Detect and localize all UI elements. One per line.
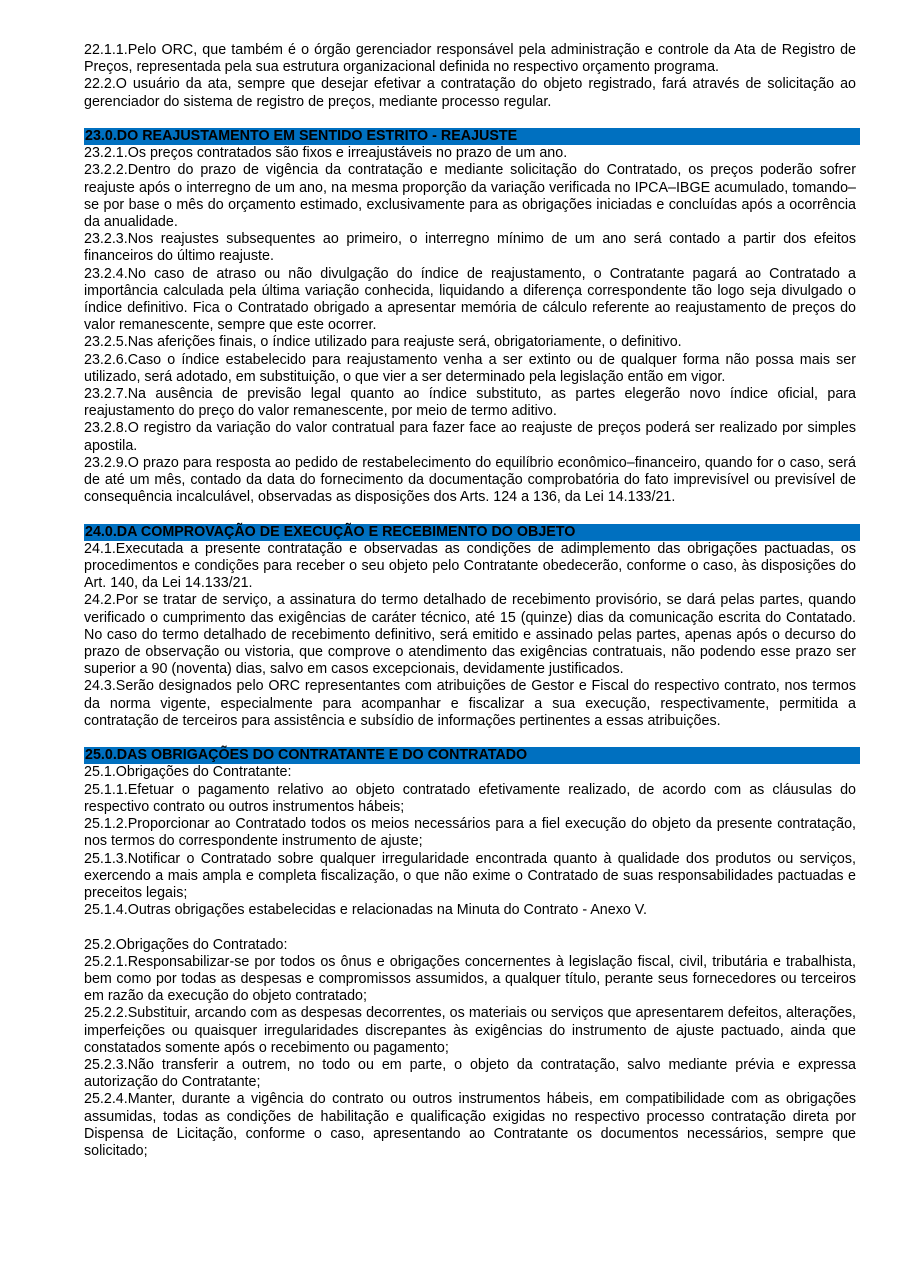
clause-23-2-5: 23.2.5.Nas aferições finais, o índice utilizado para reajuste será, obrigatoriamente, o definitivo.: [84, 334, 682, 351]
section-heading: 25.0.DAS OBRIGAÇÕES DO CONTRATANTE E DO CONTRATADO: [84, 747, 860, 764]
clause-22-2: 22.2.O usuário da ata, sempre que desejar efetivar a contratação do objeto registrado, fará através de solicitação ao gerenciador do sistema de registro de preços, mediante processo regular.: [84, 76, 856, 110]
section-23: [84, 128, 856, 506]
clause-23-2-6: 23.2.6.Caso o índice estabelecido para reajustamento venha a ser extinto ou de qualquer forma não possa mais ser utilizado, será adotado, em substituição, o que vier a ser determinado pela legislação então em vigor.: [84, 351, 856, 385]
clause-23-2-7: 23.2.7.Na ausência de previsão legal quanto ao índice substituto, as partes elegerão novo índice oficial, para reajustamento do preço do valor remanescente, por meio de termo aditivo.: [84, 386, 856, 420]
clause-23-2-4: 23.2.4.No caso de atraso ou não divulgação do índice de reajustamento, o Contratante pagará ao Contratado a importância calculada pela última variação conhecida, liquidando a diferença correspondente tão logo seja divulgado o índice definitivo. Fica o Contratado obrigado a apresentar memória de cálculo referente ao reajustamento de preços do valor remanescente, sempre que este ocorrer.: [84, 265, 856, 334]
section-heading: 23.0.DO REAJUSTAMENTO EM SENTIDO ESTRITO - REAJUSTE: [84, 128, 860, 145]
clause-25-1-3: 25.1.3.Notificar o Contratado sobre qualquer irregularidade encontrada quanto à qualidade dos produtos ou serviços, exercendo a mais ampla e completa fiscalização, o que não exime o Contratado de suas responsabilidades pactuadas e preceitos legais;: [84, 850, 856, 901]
clause-23-2-9: 23.2.9.O prazo para resposta ao pedido de restabelecimento do equilíbrio econômico–financeiro, quando for o caso, será de até um mês, contado da data do fornecimento da documentação comprobatória do fato imprevisível ou previsível de consequência incalculável, observadas as disposições dos Arts. 124 a 136, da Lei 14.133/21.: [84, 454, 856, 506]
paragraph-gap: [84, 919, 856, 936]
clause-24-3: 24.3.Serão designados pelo ORC representantes com atribuições de Gestor e Fiscal do respectivo contrato, nos termos da norma vigente, especialmente para acompanhar e fiscalizar a sua execução, respectivamente, permitida a contratação de terceiros para assistência e subsídio de informações pertinentes a essas atribuições.: [84, 678, 856, 729]
clause-25-2: 25.2.Obrigações do Contratado:: [84, 936, 288, 953]
section-heading: 24.0.DA COMPROVAÇÃO DE EXECUÇÃO E RECEBIMENTO DO OBJETO: [84, 524, 860, 541]
clause-24-1: 24.1.Executada a presente contratação e observadas as condições de adimplemento das obrigações pactuadas, os procedimentos e condições para receber o seu objeto pelo Contratante obedecerão, conforme o caso, às disposições do Art. 140, da Lei 14.133/21.: [84, 540, 856, 592]
section-24: [84, 524, 856, 730]
clause-25-2-3: 25.2.3.Não transferir a outrem, no todo ou em parte, o objeto da contratação, salvo mediante prévia e expressa autorização do Contratante;: [84, 1056, 856, 1091]
clause-25-2-2: 25.2.2.Substituir, arcando com as despesas decorrentes, os materiais ou serviços que apresentarem defeitos, alterações, imperfeições ou quaisquer irregularidades discrepantes às exigências do instrumento de ajuste pactuado, ainda que constatados somente após o recebimento ou pagamento;: [84, 1005, 856, 1056]
clause-22-1-1: 22.1.1.Pelo ORC, que também é o órgão gerenciador responsável pela administração e controle da Ata de Registro de Preços, representada pela sua estrutura organizacional definida no respectivo orçamento programa.: [84, 42, 856, 76]
section-gap: [84, 111, 856, 128]
clause-23-2-1: 23.2.1.Os preços contratados são fixos e irreajustáveis no prazo de um ano.: [84, 145, 568, 162]
clause-24-2: 24.2.Por se tratar de serviço, a assinatura do termo detalhado de recebimento provisório, se dará pelas partes, quando verificado o cumprimento das exigências de caráter técnico, até 15 (quinze) dias da comunicação escrita do Contatado. No caso do termo detalhado de recebimento definitivo, será emitido e assinado pelas partes, apenas após o decurso do prazo de observação ou vistoria, que comprove o atendimento das exigências contratuais, não podendo esse prazo ser superior a 90 (noventa) dias, salvo em casos excepcionais, devidamente justificados.: [84, 592, 856, 678]
clause-23-2-8: 23.2.8.O registro da variação do valor contratual para fazer face ao reajuste de preços poderá ser realizado por simples apostila.: [84, 420, 856, 454]
section-gap: [84, 730, 856, 747]
clause-25-1: 25.1.Obrigações do Contratante:: [84, 764, 292, 781]
clause-25-1-2: 25.1.2.Proporcionar ao Contratado todos os meios necessários para a fiel execução do objeto da presente contratação, nos termos do correspondente instrumento de ajuste;: [84, 816, 856, 850]
clause-25-2-1: 25.2.1.Responsabilizar-se por todos os ônus e obrigações concernentes à legislação fiscal, civil, tributária e trabalhista, bem como por todas as despesas e compromissos assumidos, a qualquer título, perante seus fornecedores ou terceiros em razão da execução do objeto contratado;: [84, 953, 856, 1005]
clause-25-1-4: 25.1.4.Outras obrigações estabelecidas e relacionadas na Minuta do Contrato - Anexo V.: [84, 902, 647, 919]
document-page: [84, 42, 856, 1160]
clause-23-2-3: 23.2.3.Nos reajustes subsequentes ao primeiro, o interregno mínimo de um ano será contado a partir dos efeitos financeiros do último reajuste.: [84, 231, 856, 265]
section-gap: [84, 506, 856, 523]
clause-25-2-4: 25.2.4.Manter, durante a vigência do contrato ou outros instrumentos hábeis, em compatibilidade com as obrigações assumidas, todas as condições de habilitação e qualificação exigidas no respectivo processo contratação direta por Dispensa de Licitação, conforme o caso, apresentando ao Contratante os documentos necessários, sempre que solicitado;: [84, 1091, 856, 1159]
section-25: [84, 747, 856, 1160]
clause-23-2-2: 23.2.2.Dentro do prazo de vigência da contratação e mediante solicitação do Contratado, os preços poderão sofrer reajuste após o interregno de um ano, na mesma proporção da variação verificada no IPCA–IBGE acumulado, tomando–se por base o mês do orçamento estimado, exclusivamente para as obrigações iniciadas e concluídas após a ocorrência da anualidade.: [84, 162, 856, 231]
intro-block: [84, 42, 856, 111]
clause-25-1-1: 25.1.1.Efetuar o pagamento relativo ao objeto contratado efetivamente realizado, de acordo com as cláusulas do respectivo contrato ou outros instrumentos hábeis;: [84, 781, 856, 815]
